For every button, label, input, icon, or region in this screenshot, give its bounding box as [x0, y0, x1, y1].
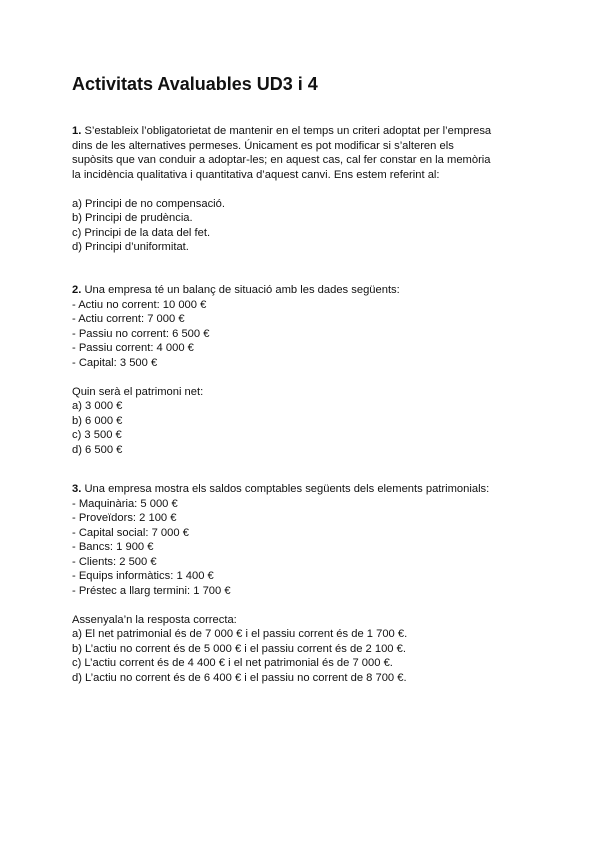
question-3-data-item: - Maquinària: 5 000 € — [72, 497, 178, 510]
question-3-option-d: d) L’actiu no corrent és de 6 400 € i el passiu no corrent de 8 700 €. — [72, 671, 407, 684]
question-2-option-d: d) 6 500 € — [72, 443, 123, 456]
question-2-question: Quin serà el patrimoni net: — [72, 385, 204, 398]
question-2-option-c: c) 3 500 € — [72, 429, 122, 441]
question-1-option-d: d) Principi d’uniformitat. — [72, 241, 189, 253]
question-1-option-c: c) Principi de la data del fet. — [72, 226, 211, 239]
question-1-text — [72, 124, 542, 139]
question-2 — [72, 283, 542, 457]
question-3-option-b: b) L’actiu no corrent és de 5 000 € i el passiu corrent és de 2 100 €. — [72, 642, 406, 655]
question-1-option-a: a) Principi de no compensació. — [72, 197, 225, 210]
question-2-data-item: - Passiu no corrent: 6 500 € — [72, 327, 210, 340]
question-3-data-item: - Equips informàtics: 1 400 € — [72, 570, 214, 582]
question-1-option-b: b) Principi de prudència. — [72, 212, 193, 224]
question-1-number: 1. — [72, 125, 82, 137]
question-3-option-c: c) L’actiu corrent és de 4 400 € i el net patrimonial és de 7 000 €. — [72, 657, 393, 669]
question-1-line: S’estableix l’obligatorietat de mantenir en el temps un criteri adoptat per l’empresa — [84, 125, 492, 137]
question-2-data-item: - Actiu corrent: 7 000 € — [72, 313, 185, 325]
question-2-data-item: - Passiu corrent: 4 000 € — [72, 342, 194, 354]
question-2-intro: 2. Una empresa té un balanç de situació amb les dades següents: — [72, 284, 400, 296]
question-1-line: dins de les alternatives permeses. Únicament es pot modificar si s’alteren els — [72, 139, 454, 152]
question-2-number: 2. — [72, 284, 82, 296]
question-2-data-item: - Capital: 3 500 € — [72, 356, 158, 369]
question-3-intro: 3. Una empresa mostra els saldos comptables següents dels elements patrimonials: — [72, 483, 490, 495]
question-1-line: la incidència qualitativa i quantitativa d’aquest canvi. Ens estem referint al: — [72, 168, 440, 181]
question-2-option-b: b) 6 000 € — [72, 414, 123, 427]
question-3-data-item: - Bancs: 1 900 € — [72, 541, 154, 553]
document-title: Activitats Avaluables UD3 i 4 — [72, 74, 318, 94]
question-3-data-item: - Clients: 2 500 € — [72, 555, 157, 568]
question-3-data-item: - Proveïdors: 2 100 € — [72, 512, 177, 524]
question-3 — [72, 482, 542, 685]
question-3-data-item: - Préstec a llarg termini: 1 700 € — [72, 584, 231, 597]
question-2-option-a: a) 3 000 € — [72, 400, 123, 412]
question-1-line: supòsits que van conduir a adoptar-les; en aquest cas, cal fer constar en la memòria — [72, 154, 491, 166]
question-2-data-item: - Actiu no corrent: 10 000 € — [72, 298, 207, 311]
question-3-question: Assenyala’n la resposta correcta: — [72, 613, 237, 626]
question-1 — [72, 124, 542, 255]
question-3-number: 3. — [72, 483, 82, 495]
question-3-option-a: a) El net patrimonial és de 7 000 € i el passiu corrent és de 1 700 €. — [72, 628, 408, 640]
question-3-data-item: - Capital social: 7 000 € — [72, 526, 189, 539]
